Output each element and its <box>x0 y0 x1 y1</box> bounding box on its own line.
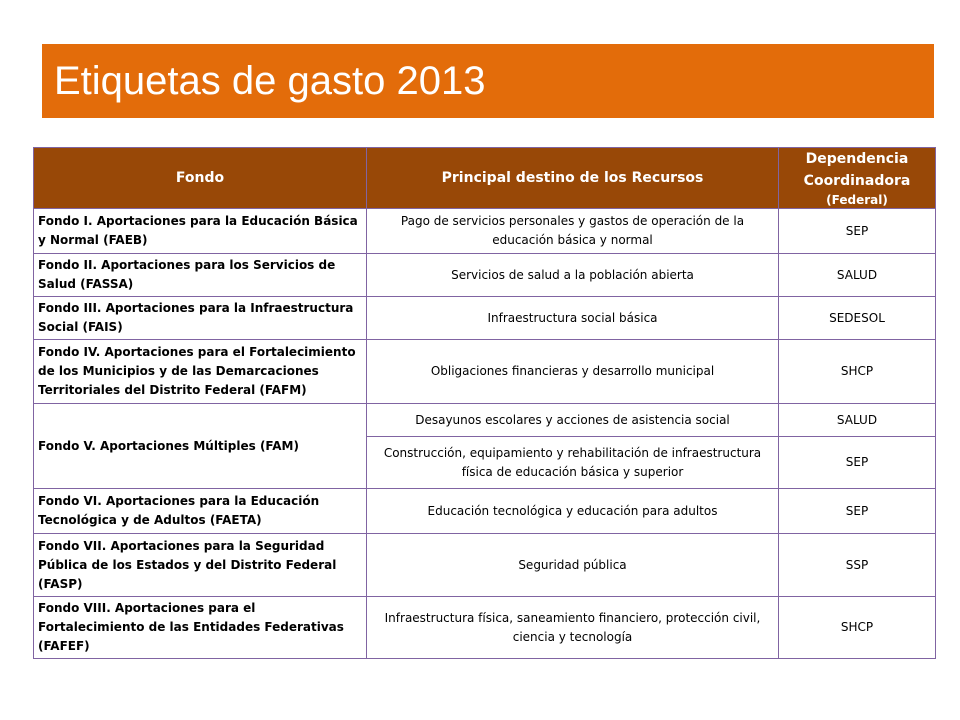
table-row <box>34 534 936 597</box>
cell-dependencia: SEP <box>779 437 936 489</box>
header-dependencia-label: Dependencia Coordinadora <box>803 151 911 189</box>
cell-fondo: Fondo IV. Aportaciones para el Fortalecimiento de los Municipios y de las Demarcaciones Territoriales del Distrito Federal (FAFM) <box>34 340 367 404</box>
cell-dependencia: SALUD <box>779 404 936 437</box>
header-destino: Principal destino de los Recursos <box>367 148 779 209</box>
cell-dependencia: SEP <box>779 489 936 534</box>
header-fondo: Fondo <box>34 148 367 209</box>
table-row <box>34 209 936 254</box>
cell-destino: Obligaciones financieras y desarrollo municipal <box>367 340 779 404</box>
table-header-row <box>34 148 936 209</box>
table-row <box>34 340 936 404</box>
cell-fondo: Fondo VII. Aportaciones para la Seguridad Pública de los Estados y del Distrito Federal (FASP) <box>34 534 367 597</box>
cell-dependencia: SALUD <box>779 254 936 297</box>
cell-fondo: Fondo I. Aportaciones para la Educación Básica y Normal (FAEB) <box>34 209 367 254</box>
table-row <box>34 404 936 437</box>
expense-labels-table <box>33 147 936 659</box>
cell-destino: Pago de servicios personales y gastos de operación de la educación básica y normal <box>367 209 779 254</box>
cell-fondo: Fondo VI. Aportaciones para la Educación Tecnológica y de Adultos (FAETA) <box>34 489 367 534</box>
cell-fondo: Fondo VIII. Aportaciones para el Fortalecimiento de las Entidades Federativas (FAFEF) <box>34 597 367 659</box>
cell-destino: Educación tecnológica y educación para adultos <box>367 489 779 534</box>
table-row <box>34 489 936 534</box>
cell-dependencia: SHCP <box>779 597 936 659</box>
table-row <box>34 254 936 297</box>
cell-dependencia: SSP <box>779 534 936 597</box>
header-dependencia-sub: (Federal) <box>826 193 888 207</box>
page-title: Etiquetas de gasto 2013 <box>54 59 486 103</box>
cell-destino: Construcción, equipamiento y rehabilitación de infraestructura física de educación básica y superior <box>367 437 779 489</box>
header-dependencia <box>779 148 936 209</box>
table-row <box>34 597 936 659</box>
cell-destino: Seguridad pública <box>367 534 779 597</box>
cell-dependencia: SHCP <box>779 340 936 404</box>
table-row <box>34 297 936 340</box>
cell-dependencia: SEP <box>779 209 936 254</box>
cell-destino: Desayunos escolares y acciones de asistencia social <box>367 404 779 437</box>
cell-destino: Infraestructura social básica <box>367 297 779 340</box>
cell-fondo: Fondo III. Aportaciones para la Infraestructura Social (FAIS) <box>34 297 367 340</box>
cell-destino: Servicios de salud a la población abierta <box>367 254 779 297</box>
title-bar <box>42 44 934 118</box>
cell-destino: Infraestructura física, saneamiento financiero, protección civil, ciencia y tecnología <box>367 597 779 659</box>
cell-fondo: Fondo II. Aportaciones para los Servicios de Salud (FASSA) <box>34 254 367 297</box>
cell-dependencia: SEDESOL <box>779 297 936 340</box>
cell-fondo: Fondo V. Aportaciones Múltiples (FAM) <box>34 404 367 489</box>
